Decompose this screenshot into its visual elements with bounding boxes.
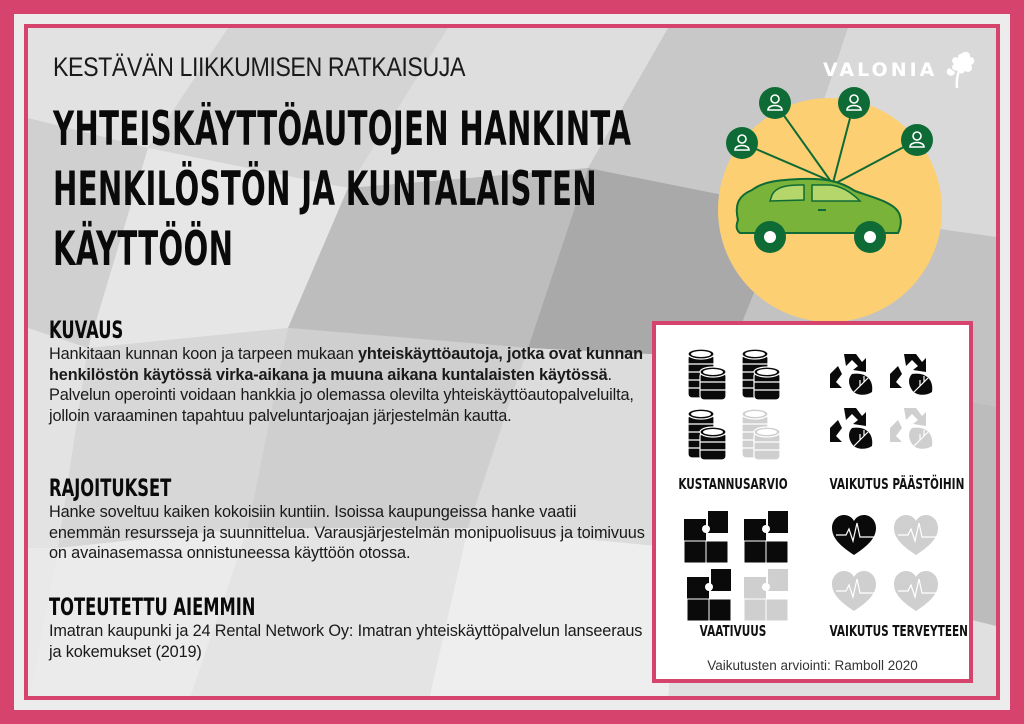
section-rajoitukset bbox=[49, 474, 649, 564]
title-line-2: HENKILÖSTÖN JA KUNTALAISTEN bbox=[53, 162, 597, 217]
rating-label-paastot: VAIKUTUS PÄÄSTÖIHIN bbox=[829, 475, 965, 493]
rating-label-vaativuus: VAATIVUUS bbox=[699, 622, 767, 640]
category-kicker: KESTÄVÄN LIIKKUMISEN RATKAISUJA bbox=[53, 52, 466, 82]
valonia-logo bbox=[823, 50, 977, 90]
text-bold: yhteiskäyttöautoja, jotka ovat kunnan henkilöstön käytössä virka-aikana ja muuna aikana kuntalaisten käytössä bbox=[49, 345, 643, 384]
section-heading-kuvaus: KUVAUS bbox=[49, 316, 124, 344]
coin-stack-icon-group bbox=[682, 342, 792, 462]
impact-assessment-box bbox=[652, 321, 973, 683]
shared-car-with-users-icon bbox=[700, 85, 960, 325]
text-normal: . Palvelun operointi voidaan hankkia jo olemassa olevilta yhteiskäyttöautopalveluilta, jolloin varaaminen tapahtuu palveluntarjoajan järjestelmän kautta. bbox=[49, 365, 634, 426]
page-title bbox=[53, 100, 631, 280]
section-kuvaus bbox=[49, 316, 649, 427]
title-line-3: KÄYTTÖÖN bbox=[53, 222, 234, 277]
section-heading-rajoitukset: RAJOITUKSET bbox=[49, 474, 172, 502]
section-toteutettu bbox=[49, 593, 649, 662]
recycle-leaf-icon-group bbox=[826, 348, 946, 458]
impact-source-note: Vaikutusten arviointi: Ramboll 2020 bbox=[707, 658, 918, 673]
oak-leaf-icon bbox=[943, 50, 977, 90]
section-text-rajoitukset: Hanke soveltuu kaiken kokoisiin kuntiin. Isoissa kaupungeissa hanke vaatii enemmän resursseja ja suunnittelua. Varausjärjestelmän monipuolisuus ja toimivuus on avainasemassa onnistuneessa käyttöön otossa. bbox=[49, 503, 645, 563]
heart-pulse-icon-group bbox=[832, 515, 952, 625]
section-heading-toteutettu: TOTEUTETTU AIEMMIN bbox=[49, 593, 256, 621]
rating-label-kustannusarvio: KUSTANNUSARVIO bbox=[678, 475, 788, 493]
title-line-1: YHTEISKÄYTTÖAUTOJEN HANKINTA bbox=[53, 102, 632, 157]
puzzle-icon-group bbox=[682, 507, 797, 627]
section-text-toteutettu: Imatran kaupunki ja 24 Rental Network Oy: Imatran yhteiskäyttöpalvelun lanseeraus ja kokemukset (2019) bbox=[49, 622, 643, 661]
logo-text: VALONIA bbox=[823, 59, 938, 81]
rating-label-terveys: VAIKUTUS TERVEYTEEN bbox=[829, 622, 968, 640]
text-normal: Hankitaan kunnan koon ja tarpeen mukaan bbox=[49, 345, 358, 363]
section-text-kuvaus bbox=[49, 344, 649, 427]
